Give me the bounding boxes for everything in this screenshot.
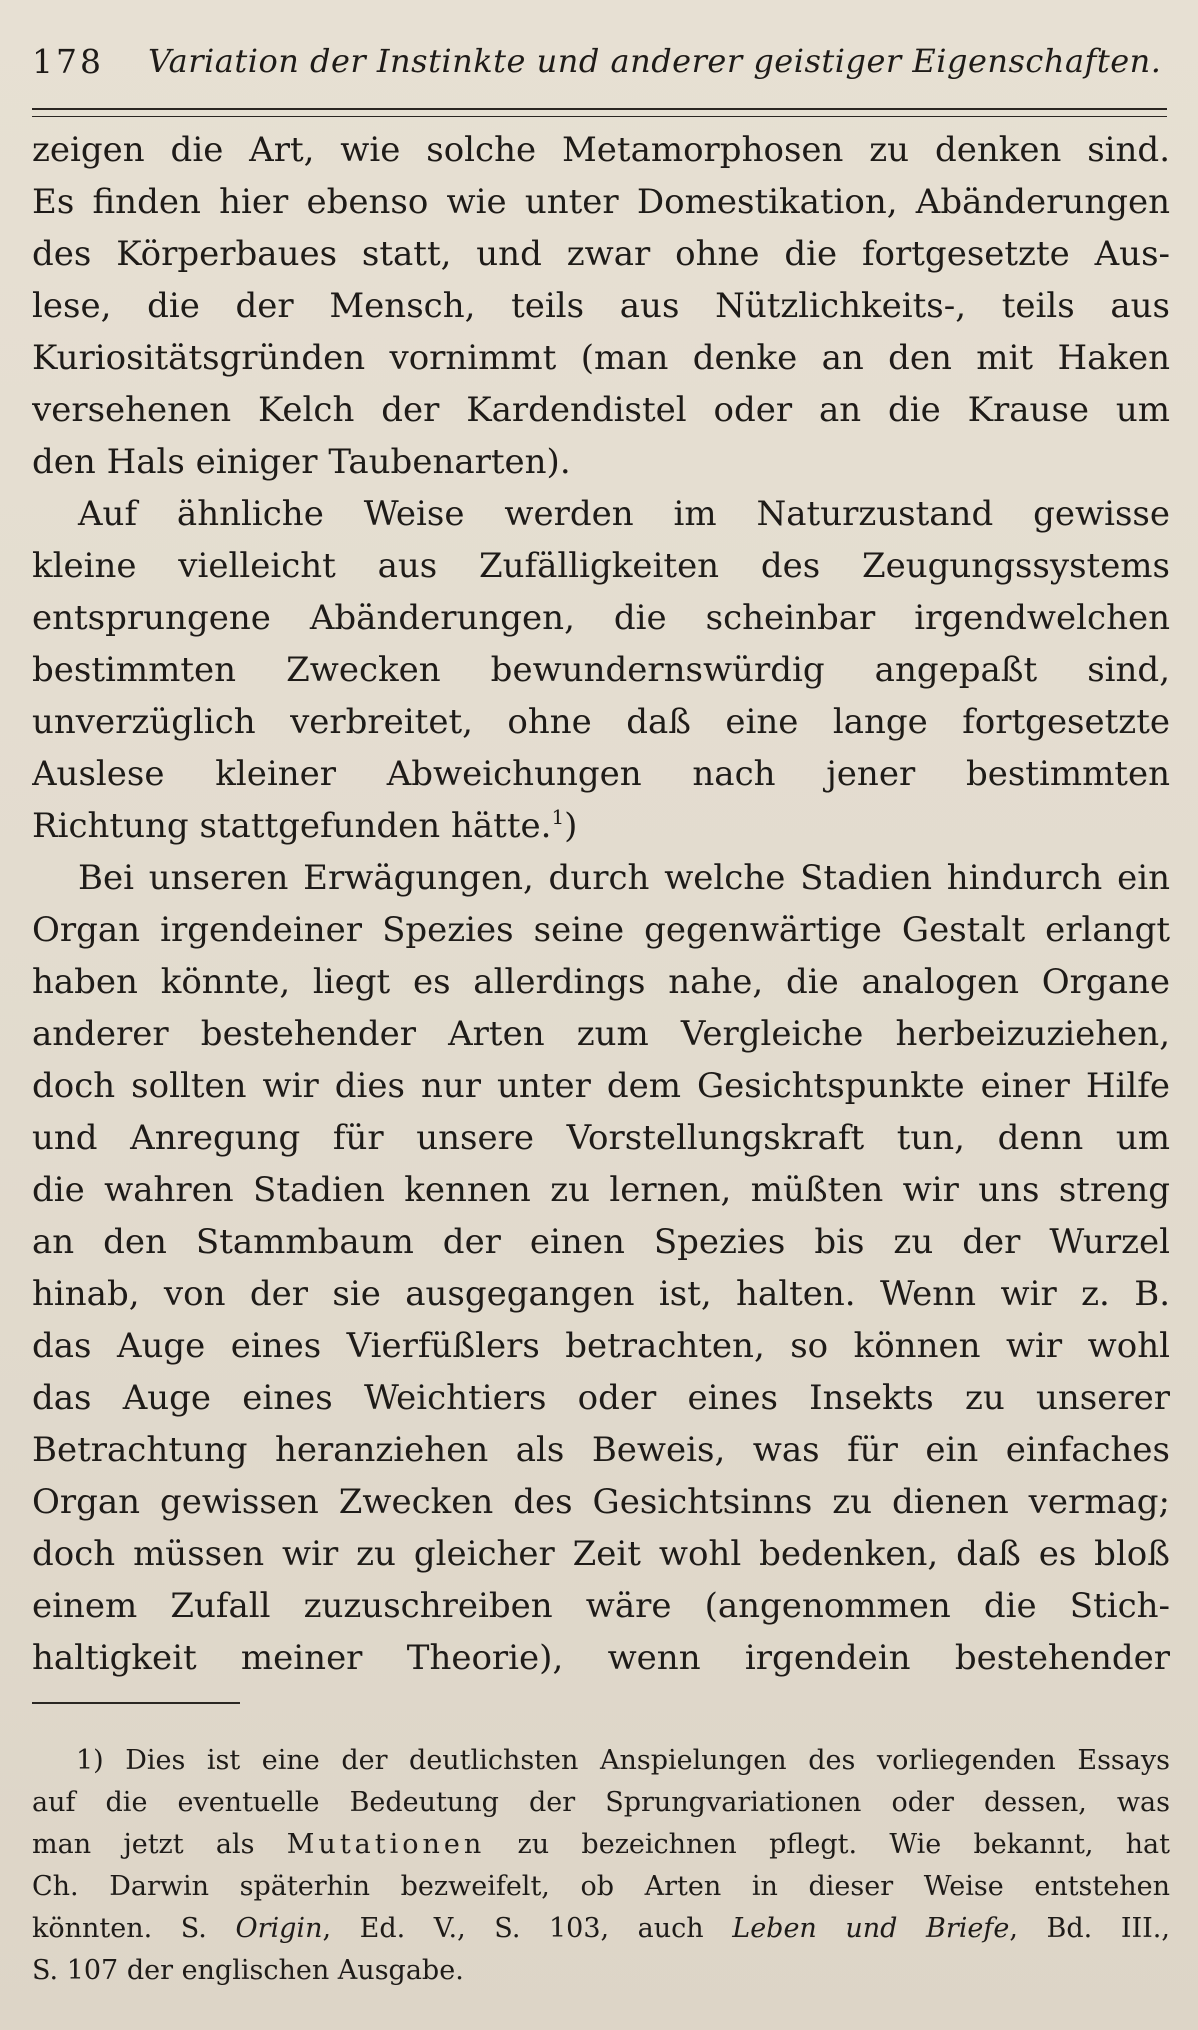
text-line: kleine vielleicht aus Zufälligkeiten des Zeugungssystems	[32, 546, 1170, 586]
text-line: doch sollten wir dies nur unter dem Gesichtspunkte einer Hilfe	[32, 1066, 1170, 1106]
text-line: haben könnte, liegt es allerdings nahe, die analogen Organe	[32, 962, 1170, 1002]
text-line: den Hals einiger Taubenarten).	[32, 442, 571, 482]
footnote-text: man jetzt als	[32, 1829, 255, 1860]
running-head: Variation der Instinkte und anderer geistiger Eigenschaften.	[148, 42, 1162, 80]
text-line: und Anregung für unsere Vorstellungskraft tun, denn um	[32, 1118, 1170, 1158]
footnote-line: Ch. Darwin späterhin bezweifelt, ob Arten in dieser Weise entstehen	[32, 1871, 1170, 1902]
text-line: lese, die der Mensch, teils aus Nützlichkeits-, teils aus	[32, 286, 1170, 326]
footnote-title-origin: Origin	[235, 1913, 323, 1944]
footnote-text: zu bezeichnen pflegt. Wie bekannt, hat	[517, 1829, 1170, 1860]
text-line: versehenen Kelch der Kardendistel oder an die Krause um	[32, 390, 1170, 430]
text-fragment: Richtung stattgefunden hätte.	[32, 806, 552, 846]
footnote-text: könnten. S.	[32, 1913, 207, 1944]
footnote-reference[interactable]: 1	[551, 805, 565, 829]
text-line: Kuriositätsgründen vornimmt (man denke an den mit Haken	[32, 338, 1170, 378]
body-text	[32, 124, 1170, 1684]
footnote-spaced-term: Mutationen	[286, 1829, 486, 1860]
text-line: Bei unseren Erwägungen, durch welche Stadien hindurch ein	[78, 858, 1170, 898]
footnote-title-leben: Leben und Briefe	[732, 1913, 1010, 1944]
text-line: die wahren Stadien kennen zu lernen, müßten wir uns streng	[32, 1170, 1170, 1210]
footnote-line	[32, 1824, 1170, 1866]
header-rule	[32, 108, 1167, 117]
footnote-rule	[32, 1702, 240, 1704]
text-line: das Auge eines Weichtiers oder eines Insekts zu unserer	[32, 1378, 1170, 1418]
text-line	[32, 800, 1170, 852]
footnote-line: auf die eventuelle Bedeutung der Sprungvariationen oder dessen, was	[32, 1787, 1170, 1818]
text-line: zeigen die Art, wie solche Metamorphosen zu denken sind.	[32, 130, 1170, 170]
text-line: Organ irgendeiner Spezies seine gegenwärtige Gestalt erlangt	[32, 910, 1170, 950]
text-line: Es finden hier ebenso wie unter Domestikation, Abänderungen	[32, 182, 1170, 222]
text-line: an den Stammbaum der einen Spezies bis zu der Wurzel	[32, 1222, 1170, 1262]
text-line: das Auge eines Vierfüßlers betrachten, so können wir wohl	[32, 1326, 1170, 1366]
text-line: haltigkeit meiner Theorie), wenn irgendein bestehender	[32, 1638, 1170, 1678]
footnote-reference-paren: )	[564, 806, 578, 846]
text-line: doch müssen wir zu gleicher Zeit wohl bedenken, daß es bloß	[32, 1534, 1170, 1574]
text-line: bestimmten Zwecken bewundernswürdig angepaßt sind,	[32, 650, 1170, 690]
text-line: anderer bestehender Arten zum Vergleiche herbeizuziehen,	[32, 1014, 1170, 1054]
footnote-line	[32, 1740, 1170, 1782]
text-line: einem Zufall zuzuschreiben wäre (angenommen die Stich-	[32, 1586, 1170, 1626]
footnote-text: Dies ist eine der deutlichsten Anspielungen des vorliegenden Essays	[125, 1745, 1170, 1776]
page-header	[32, 38, 1172, 90]
text-line: hinab, von der sie ausgegangen ist, halten. Wenn wir z. B.	[32, 1274, 1170, 1314]
footnote-text: , Bd. III.,	[1009, 1913, 1170, 1944]
text-line: Betrachtung heranziehen als Beweis, was für ein einfaches	[32, 1430, 1170, 1470]
footnotes	[32, 1740, 1170, 1992]
footnote-text: , Ed. V., S. 103, auch	[322, 1913, 704, 1944]
page-number: 178	[32, 42, 104, 81]
footnote-marker: 1)	[76, 1745, 104, 1776]
text-line: Organ gewissen Zwecken des Gesichtsinns zu dienen vermag;	[32, 1482, 1170, 1522]
text-line: unverzüglich verbreitet, ohne daß eine lange fortgesetzte	[32, 702, 1170, 742]
text-line: Auf ähnliche Weise werden im Naturzustand gewisse	[78, 494, 1170, 534]
text-line: Auslese kleiner Abweichungen nach jener bestimmten	[32, 754, 1170, 794]
text-line: des Körperbaues statt, und zwar ohne die fortgesetzte Aus-	[32, 234, 1170, 274]
footnote-line: S. 107 der englischen Ausgabe.	[32, 1955, 464, 1986]
footnote-line	[32, 1908, 1170, 1950]
text-line: entsprungene Abänderungen, die scheinbar irgendwelchen	[32, 598, 1170, 638]
